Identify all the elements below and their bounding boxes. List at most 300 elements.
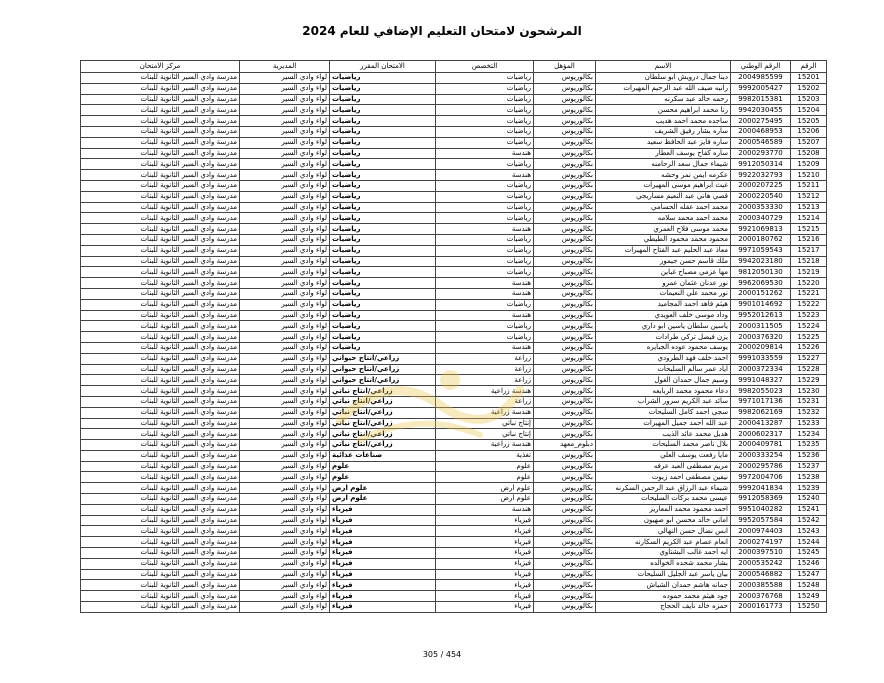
cell-exam: رياضيات: [330, 202, 436, 213]
cell-specialization: فيزياء: [436, 548, 534, 559]
cell-specialization: رياضيات: [436, 73, 534, 84]
cell-name: سجى احمد كامل السليحات: [596, 407, 731, 418]
cell-seq: 15222: [791, 299, 827, 310]
cell-name: نور عدنان عثمان عمرو: [596, 278, 731, 289]
cell-directorate: لواء وادي السير: [240, 396, 330, 407]
cell-name: هيثم فاهد احمد المجاميد: [596, 299, 731, 310]
table-row: [81, 569, 827, 580]
cell-exam-center: مدرسة وادي السير الثانوية للبنات: [81, 83, 240, 94]
cell-exam-center: مدرسة وادي السير الثانوية للبنات: [81, 429, 240, 440]
cell-national-id: 9922032793: [731, 170, 791, 181]
cell-exam: زراعي/انتاج حيواني: [330, 375, 436, 386]
header-exam: الامتحان المقرر: [330, 61, 436, 73]
cell-name: ملك قاسم حسن جيمور: [596, 256, 731, 267]
cell-exam-center: مدرسة وادي السير الثانوية للبنات: [81, 364, 240, 375]
cell-name: اياد عمر سالم السليحات: [596, 364, 731, 375]
cell-exam-center: مدرسة وادي السير الثانوية للبنات: [81, 137, 240, 148]
cell-exam-center: مدرسة وادي السير الثانوية للبنات: [81, 267, 240, 278]
cell-seq: 15233: [791, 418, 827, 429]
cell-name: ايه احمد غالب البشتاوي: [596, 548, 731, 559]
cell-specialization: رياضيات: [436, 137, 534, 148]
cell-qualification: بكالوريوس: [534, 504, 596, 515]
cell-name: عيسى محمد بركات السليحات: [596, 494, 731, 505]
cell-directorate: لواء وادي السير: [240, 407, 330, 418]
cell-directorate: لواء وادي السير: [240, 580, 330, 591]
cell-exam: فيزياء: [330, 515, 436, 526]
cell-name: غيث ابراهيم موسى المهيرات: [596, 180, 731, 191]
cell-name: عكرمه ايمن نمر وحشه: [596, 170, 731, 181]
table-row: [81, 342, 827, 353]
cell-exam-center: مدرسة وادي السير الثانوية للبنات: [81, 73, 240, 84]
cell-seq: 15224: [791, 321, 827, 332]
cell-exam: رياضيات: [330, 83, 436, 94]
cell-exam-center: مدرسة وادي السير الثانوية للبنات: [81, 94, 240, 105]
cell-seq: 15219: [791, 267, 827, 278]
table-row: [81, 494, 827, 505]
cell-directorate: لواء وادي السير: [240, 440, 330, 451]
cell-specialization: علوم: [436, 472, 534, 483]
cell-name: ساره بشار رفيق الشريف: [596, 126, 731, 137]
cell-name: انعام عصام عبد الكريم السكارنه: [596, 537, 731, 548]
cell-directorate: لواء وادي السير: [240, 202, 330, 213]
cell-exam: رياضيات: [330, 213, 436, 224]
cell-specialization: رياضيات: [436, 94, 534, 105]
cell-seq: 15239: [791, 483, 827, 494]
cell-name: يوسف محمود عوده الجبايره: [596, 342, 731, 353]
cell-seq: 15213: [791, 202, 827, 213]
cell-national-id: 2000293770: [731, 148, 791, 159]
cell-national-id: 2000546589: [731, 137, 791, 148]
cell-exam: فيزياء: [330, 537, 436, 548]
cell-exam: زراعي/انتاج حيواني: [330, 364, 436, 375]
cell-directorate: لواء وادي السير: [240, 310, 330, 321]
cell-national-id: 2000161773: [731, 602, 791, 613]
cell-exam-center: مدرسة وادي السير الثانوية للبنات: [81, 310, 240, 321]
cell-qualification: بكالوريوس: [534, 245, 596, 256]
cell-seq: 15232: [791, 407, 827, 418]
cell-specialization: تغذية: [436, 450, 534, 461]
cell-directorate: لواء وادي السير: [240, 558, 330, 569]
cell-seq: 15214: [791, 213, 827, 224]
cell-seq: 15248: [791, 580, 827, 591]
cell-exam: رياضيات: [330, 73, 436, 84]
cell-exam-center: مدرسة وادي السير الثانوية للبنات: [81, 396, 240, 407]
cell-specialization: إنتاج نباتي: [436, 429, 534, 440]
cell-qualification: بكالوريوس: [534, 450, 596, 461]
table-row: [81, 591, 827, 602]
cell-qualification: بكالوريوس: [534, 83, 596, 94]
cell-seq: 15231: [791, 396, 827, 407]
cell-name: شيماء جمال سعد الرحامنه: [596, 159, 731, 170]
cell-exam: رياضيات: [330, 321, 436, 332]
cell-directorate: لواء وادي السير: [240, 342, 330, 353]
cell-exam: رياضيات: [330, 245, 436, 256]
cell-national-id: 9942023180: [731, 256, 791, 267]
cell-specialization: علوم: [436, 461, 534, 472]
cell-seq: 15235: [791, 440, 827, 451]
cell-qualification: بكالوريوس: [534, 580, 596, 591]
table-row: [81, 418, 827, 429]
cell-directorate: لواء وادي السير: [240, 116, 330, 127]
cell-exam-center: مدرسة وادي السير الثانوية للبنات: [81, 213, 240, 224]
cell-qualification: بكالوريوس: [534, 537, 596, 548]
cell-seq: 15211: [791, 180, 827, 191]
cell-seq: 15246: [791, 558, 827, 569]
table-row: [81, 105, 827, 116]
cell-specialization: زراعة: [436, 353, 534, 364]
cell-exam-center: مدرسة وادي السير الثانوية للبنات: [81, 494, 240, 505]
cell-national-id: 2000535242: [731, 558, 791, 569]
cell-exam-center: مدرسة وادي السير الثانوية للبنات: [81, 461, 240, 472]
candidates-table: [80, 60, 827, 613]
cell-directorate: لواء وادي السير: [240, 569, 330, 580]
cell-exam-center: مدرسة وادي السير الثانوية للبنات: [81, 602, 240, 613]
cell-directorate: لواء وادي السير: [240, 504, 330, 515]
cell-name: احمد خلف فهد الطرودي: [596, 353, 731, 364]
header-exam-center: مركز الامتحان: [81, 61, 240, 73]
cell-specialization: فيزياء: [436, 515, 534, 526]
table-row: [81, 548, 827, 559]
table-row: [81, 332, 827, 343]
cell-national-id: 2000413287: [731, 418, 791, 429]
cell-directorate: لواء وادي السير: [240, 299, 330, 310]
cell-name: عبد الله احمد جميل المهيرات: [596, 418, 731, 429]
cell-exam-center: مدرسة وادي السير الثانوية للبنات: [81, 159, 240, 170]
cell-specialization: فيزياء: [436, 580, 534, 591]
cell-exam-center: مدرسة وادي السير الثانوية للبنات: [81, 472, 240, 483]
table-row: [81, 407, 827, 418]
cell-seq: 15236: [791, 450, 827, 461]
cell-exam-center: مدرسة وادي السير الثانوية للبنات: [81, 440, 240, 451]
cell-national-id: 2000602317: [731, 429, 791, 440]
cell-exam: فيزياء: [330, 504, 436, 515]
table-row: [81, 137, 827, 148]
table-row: [81, 83, 827, 94]
cell-specialization: رياضيات: [436, 267, 534, 278]
cell-name: جمانه هاشم حمدان الشياش: [596, 580, 731, 591]
cell-qualification: بكالوريوس: [534, 342, 596, 353]
cell-exam-center: مدرسة وادي السير الثانوية للبنات: [81, 537, 240, 548]
cell-national-id: 9972004706: [731, 472, 791, 483]
cell-exam-center: مدرسة وادي السير الثانوية للبنات: [81, 170, 240, 181]
header-seq: الرقم: [791, 61, 827, 73]
cell-seq: 15201: [791, 73, 827, 84]
cell-name: رنا محمد ابراهيم محسن: [596, 105, 731, 116]
header-qualification: المؤهل: [534, 61, 596, 73]
cell-name: احمد محمود محمد المعاريز: [596, 504, 731, 515]
cell-directorate: لواء وادي السير: [240, 364, 330, 375]
cell-national-id: 2000220540: [731, 191, 791, 202]
cell-exam: رياضيات: [330, 332, 436, 343]
cell-specialization: علوم ارض: [436, 483, 534, 494]
table-row: [81, 375, 827, 386]
cell-national-id: 9992041834: [731, 483, 791, 494]
cell-seq: 15244: [791, 537, 827, 548]
cell-national-id: 9952012613: [731, 310, 791, 321]
cell-exam: رياضيات: [330, 159, 436, 170]
cell-specialization: علوم ارض: [436, 494, 534, 505]
cell-specialization: هندسة: [436, 288, 534, 299]
cell-seq: 15237: [791, 461, 827, 472]
cell-national-id: 2000376768: [731, 591, 791, 602]
cell-qualification: بكالوريوس: [534, 94, 596, 105]
cell-name: محمد احمد محمد سلامه: [596, 213, 731, 224]
cell-directorate: لواء وادي السير: [240, 267, 330, 278]
table-row: [81, 472, 827, 483]
cell-name: رانيه ضيف الله عبد الرحيم المهيرات: [596, 83, 731, 94]
table-row: [81, 396, 827, 407]
cell-directorate: لواء وادي السير: [240, 234, 330, 245]
cell-directorate: لواء وادي السير: [240, 375, 330, 386]
cell-seq: 15203: [791, 94, 827, 105]
cell-exam-center: مدرسة وادي السير الثانوية للبنات: [81, 418, 240, 429]
cell-specialization: فيزياء: [436, 537, 534, 548]
cell-directorate: لواء وادي السير: [240, 159, 330, 170]
cell-exam: رياضيات: [330, 94, 436, 105]
table-row: [81, 353, 827, 364]
cell-specialization: رياضيات: [436, 180, 534, 191]
cell-directorate: لواء وادي السير: [240, 213, 330, 224]
cell-specialization: هندسة زراعية: [436, 386, 534, 397]
cell-exam: رياضيات: [330, 170, 436, 181]
table-row: [81, 170, 827, 181]
cell-exam-center: مدرسة وادي السير الثانوية للبنات: [81, 548, 240, 559]
table-row: [81, 364, 827, 375]
cell-directorate: لواء وادي السير: [240, 461, 330, 472]
cell-directorate: لواء وادي السير: [240, 94, 330, 105]
cell-qualification: بكالوريوس: [534, 569, 596, 580]
cell-exam: فيزياء: [330, 526, 436, 537]
cell-qualification: بكالوريوس: [534, 558, 596, 569]
cell-seq: 15238: [791, 472, 827, 483]
cell-seq: 15215: [791, 224, 827, 235]
cell-specialization: هندسة زراعية: [436, 440, 534, 451]
cell-qualification: بكالوريوس: [534, 461, 596, 472]
cell-directorate: لواء وادي السير: [240, 537, 330, 548]
cell-specialization: زراعة: [436, 375, 534, 386]
cell-specialization: رياضيات: [436, 256, 534, 267]
cell-seq: 15207: [791, 137, 827, 148]
header-specialization: التخصص: [436, 61, 534, 73]
cell-seq: 15217: [791, 245, 827, 256]
cell-qualification: دبلوم_معهد: [534, 440, 596, 451]
table-row: [81, 94, 827, 105]
table-row: [81, 461, 827, 472]
cell-exam-center: مدرسة وادي السير الثانوية للبنات: [81, 116, 240, 127]
table-body: [81, 73, 827, 613]
cell-specialization: فيزياء: [436, 526, 534, 537]
cell-qualification: بكالوريوس: [534, 418, 596, 429]
cell-specialization: زراعة: [436, 364, 534, 375]
cell-specialization: فيزياء: [436, 569, 534, 580]
cell-name: مريم مصطفى العبد عرفه: [596, 461, 731, 472]
cell-exam-center: مدرسة وادي السير الثانوية للبنات: [81, 375, 240, 386]
cell-directorate: لواء وادي السير: [240, 224, 330, 235]
cell-qualification: بكالوريوس: [534, 386, 596, 397]
cell-name: قصي هاني عبد النعيم مساريجي: [596, 191, 731, 202]
cell-directorate: لواء وادي السير: [240, 278, 330, 289]
cell-specialization: رياضيات: [436, 105, 534, 116]
cell-national-id: 2000333254: [731, 450, 791, 461]
cell-specialization: هندسة: [436, 148, 534, 159]
table-row: [81, 429, 827, 440]
cell-name: معاذ عبد الحليم عبد الفتاح المهيرات: [596, 245, 731, 256]
cell-directorate: لواء وادي السير: [240, 472, 330, 483]
cell-name: محمد احمد عقله الحسامي: [596, 202, 731, 213]
cell-seq: 15209: [791, 159, 827, 170]
cell-exam: رياضيات: [330, 267, 436, 278]
table-row: [81, 278, 827, 289]
cell-specialization: رياضيات: [436, 202, 534, 213]
cell-directorate: لواء وادي السير: [240, 180, 330, 191]
cell-seq: 15226: [791, 342, 827, 353]
cell-exam-center: مدرسة وادي السير الثانوية للبنات: [81, 515, 240, 526]
cell-seq: 15206: [791, 126, 827, 137]
cell-specialization: فيزياء: [436, 558, 534, 569]
cell-name: مها عزمي مصباح غباين: [596, 267, 731, 278]
cell-exam-center: مدرسة وادي السير الثانوية للبنات: [81, 224, 240, 235]
cell-exam: فيزياء: [330, 591, 436, 602]
cell-exam: فيزياء: [330, 548, 436, 559]
cell-exam-center: مدرسة وادي السير الثانوية للبنات: [81, 191, 240, 202]
cell-national-id: 9912058369: [731, 494, 791, 505]
cell-national-id: 2000372334: [731, 364, 791, 375]
cell-seq: 15241: [791, 504, 827, 515]
cell-qualification: بكالوريوس: [534, 321, 596, 332]
cell-exam: رياضيات: [330, 191, 436, 202]
cell-exam: رياضيات: [330, 310, 436, 321]
cell-exam: رياضيات: [330, 148, 436, 159]
cell-specialization: رياضيات: [436, 116, 534, 127]
cell-seq: 15218: [791, 256, 827, 267]
cell-national-id: 9942030455: [731, 105, 791, 116]
cell-qualification: بكالوريوس: [534, 483, 596, 494]
cell-seq: 15221: [791, 288, 827, 299]
cell-seq: 15249: [791, 591, 827, 602]
cell-exam: علوم ارض: [330, 494, 436, 505]
cell-name: سائد عبد الكريم سرور الشراب: [596, 396, 731, 407]
cell-directorate: لواء وادي السير: [240, 429, 330, 440]
cell-directorate: لواء وادي السير: [240, 494, 330, 505]
cell-qualification: بكالوريوس: [534, 364, 596, 375]
cell-national-id: 2000311505: [731, 321, 791, 332]
cell-seq: 15225: [791, 332, 827, 343]
cell-name: شيماء عبد الرزاق عبد الرحمن السكرنه: [596, 483, 731, 494]
cell-directorate: لواء وادي السير: [240, 170, 330, 181]
cell-name: نيفين مصطفى احمد زيوت: [596, 472, 731, 483]
cell-seq: 15228: [791, 364, 827, 375]
cell-directorate: لواء وادي السير: [240, 137, 330, 148]
cell-exam: زراعي/انتاج حيواني: [330, 353, 436, 364]
cell-exam-center: مدرسة وادي السير الثانوية للبنات: [81, 450, 240, 461]
cell-seq: 15229: [791, 375, 827, 386]
cell-specialization: رياضيات: [436, 126, 534, 137]
table-row: [81, 537, 827, 548]
cell-national-id: 2000353330: [731, 202, 791, 213]
cell-name: جود هيثم محمد حموده: [596, 591, 731, 602]
cell-national-id: 2000385588: [731, 580, 791, 591]
table-row: [81, 602, 827, 613]
cell-directorate: لواء وادي السير: [240, 386, 330, 397]
table-row: [81, 321, 827, 332]
cell-qualification: بكالوريوس: [534, 148, 596, 159]
cell-exam-center: مدرسة وادي السير الثانوية للبنات: [81, 483, 240, 494]
cell-qualification: بكالوريوس: [534, 202, 596, 213]
cell-qualification: بكالوريوس: [534, 515, 596, 526]
cell-exam: علوم ارض: [330, 483, 436, 494]
page-number: 305 / 454: [422, 650, 462, 659]
cell-exam-center: مدرسة وادي السير الثانوية للبنات: [81, 148, 240, 159]
cell-exam-center: مدرسة وادي السير الثانوية للبنات: [81, 558, 240, 569]
cell-national-id: 9982015381: [731, 94, 791, 105]
cell-seq: 15234: [791, 429, 827, 440]
table-row: [81, 299, 827, 310]
header-name: الاسم: [596, 61, 731, 73]
cell-exam-center: مدرسة وادي السير الثانوية للبنات: [81, 202, 240, 213]
cell-national-id: 9912050314: [731, 159, 791, 170]
cell-name: رحمه خالد عبد سكرنه: [596, 94, 731, 105]
cell-exam: فيزياء: [330, 569, 436, 580]
cell-directorate: لواء وادي السير: [240, 126, 330, 137]
cell-exam: فيزياء: [330, 580, 436, 591]
cell-qualification: بكالوريوس: [534, 396, 596, 407]
cell-national-id: 9921069813: [731, 224, 791, 235]
cell-qualification: بكالوريوس: [534, 602, 596, 613]
cell-exam-center: مدرسة وادي السير الثانوية للبنات: [81, 353, 240, 364]
cell-qualification: بكالوريوس: [534, 299, 596, 310]
cell-name: ساره فايز عبد الحافظ سعيد: [596, 137, 731, 148]
cell-qualification: بكالوريوس: [534, 526, 596, 537]
cell-specialization: هندسة: [436, 278, 534, 289]
cell-exam-center: مدرسة وادي السير الثانوية للبنات: [81, 407, 240, 418]
cell-qualification: بكالوريوس: [534, 170, 596, 181]
cell-exam: رياضيات: [330, 116, 436, 127]
cell-qualification: بكالوريوس: [534, 73, 596, 84]
table-row: [81, 234, 827, 245]
cell-exam: رياضيات: [330, 137, 436, 148]
cell-national-id: 9951040282: [731, 504, 791, 515]
cell-exam: زراعي/انتاج نباتي: [330, 440, 436, 451]
cell-national-id: 9982055023: [731, 386, 791, 397]
cell-qualification: بكالوريوس: [534, 191, 596, 202]
table-row: [81, 148, 827, 159]
table-row: [81, 558, 827, 569]
cell-exam: زراعي/انتاج نباتي: [330, 429, 436, 440]
cell-exam-center: مدرسة وادي السير الثانوية للبنات: [81, 105, 240, 116]
table-row: [81, 504, 827, 515]
cell-seq: 15202: [791, 83, 827, 94]
cell-exam: رياضيات: [330, 234, 436, 245]
cell-exam-center: مدرسة وادي السير الثانوية للبنات: [81, 526, 240, 537]
table-row: [81, 310, 827, 321]
cell-exam-center: مدرسة وادي السير الثانوية للبنات: [81, 245, 240, 256]
cell-exam: رياضيات: [330, 278, 436, 289]
cell-name: بلال ناصر محمد السليحات: [596, 440, 731, 451]
cell-directorate: لواء وادي السير: [240, 321, 330, 332]
cell-national-id: 9982062169: [731, 407, 791, 418]
cell-directorate: لواء وادي السير: [240, 483, 330, 494]
cell-exam-center: مدرسة وادي السير الثانوية للبنات: [81, 299, 240, 310]
cell-seq: 15242: [791, 515, 827, 526]
cell-specialization: هندسة زراعية: [436, 407, 534, 418]
cell-seq: 15223: [791, 310, 827, 321]
cell-specialization: هندسة: [436, 170, 534, 181]
table-row: [81, 267, 827, 278]
cell-exam-center: مدرسة وادي السير الثانوية للبنات: [81, 386, 240, 397]
cell-specialization: رياضيات: [436, 159, 534, 170]
cell-exam: رياضيات: [330, 180, 436, 191]
cell-national-id: 2000409781: [731, 440, 791, 451]
